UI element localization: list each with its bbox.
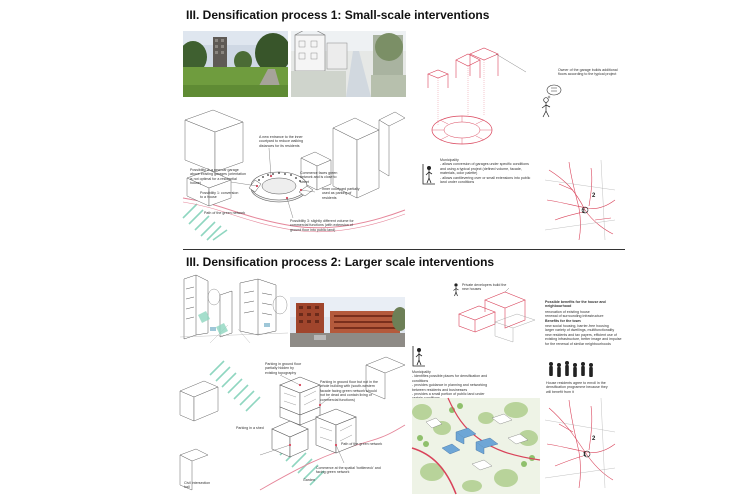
label-benefits-town-title: Benefits for the town: [545, 319, 581, 323]
label-parking-shed: Parking in a shed: [236, 426, 264, 430]
label-possibility-1: Possibility 1: conversion to a house: [200, 191, 239, 200]
photo-red-buildings: [290, 297, 405, 347]
map-s1-num-2: 2: [592, 193, 596, 199]
owner-figure-icon: [540, 84, 570, 118]
section1-title: III. Densification process 1: Small-scale interventions: [186, 8, 490, 22]
label-municipality-s2: Municipality - identifies possible places for densification and conditions - provides guidance in planning and networking between residents and businesses - provides a small portion of public land under: [412, 370, 488, 397]
wireframe-garage-columns: [418, 46, 528, 156]
label-path-green-s2: Path of the green network: [341, 442, 383, 446]
label-commerce-s2: Commerce at the spatial 'bottleneck' and facing green network: [316, 466, 381, 475]
label-benefits-title: Possible benefits for the house and neighbourhood: [545, 300, 606, 309]
developer-figure-icon: [452, 283, 460, 297]
label-benefits-house: renovation of existing house renewal of surrounding infrastructure: [545, 310, 604, 319]
aerial-neighbourhood-map: [412, 398, 540, 494]
sketch-street-view: [180, 275, 288, 343]
municipality-figure-icon-s1: [421, 156, 437, 186]
label-inner-courtyard: Inner courtyard partially used as parking of residents: [322, 187, 360, 200]
photo-street-sketch: [291, 31, 406, 97]
label-commerce-s1: Commerce faces green network and is close to street: [300, 171, 338, 184]
label-parking-ground: Parking in ground floor partially hidden by existing topography: [265, 362, 302, 375]
section-divider: [183, 249, 625, 250]
map-s2-num-1: 1: [583, 452, 587, 458]
label-civil-lab: Civil intersection hall: [184, 481, 211, 490]
label-path-green-s1: Path of the green network: [204, 211, 246, 215]
label-private-developers: Private developers build the new houses: [462, 283, 507, 292]
municipality-figure-icon-s2: [412, 340, 426, 368]
label-possibility-3: Possibility 3: slightly different volume for commercial functions (with extension of ground floor into public land): [290, 219, 354, 232]
map-s2-num-2: 2: [592, 436, 596, 442]
photo-park-tower: [183, 31, 288, 97]
label-residents: House residents agree to enroll in the densification programme because they will benefit from it: [546, 381, 608, 394]
label-parking-floor: Parking in ground floor but not in the whole building with (south-western facade facing green network should not be dead and contain living or commercial functions): [320, 380, 378, 402]
label-possibility-2: Possibility 2: a new car garage above existing garages (orientation is not optimal for a residential house): [190, 168, 246, 186]
label-garden: Garden: [303, 478, 315, 482]
map-s1-num-1: 1: [582, 209, 586, 215]
label-municipality-s1: Municipality - allows conversion of garages under specific conditions and using a typical project (defined volume, facade, materials, color palette) - allows cantilevering over or small extensions into public land under conditions: [440, 158, 531, 185]
town-map-s2: [545, 398, 615, 488]
town-map-s1: [545, 160, 615, 240]
wireframe-new-houses: [455, 290, 535, 346]
label-new-entrance: A new entrance to the inner courtyard to reduce walking distances for its residents: [259, 135, 303, 148]
label-owner-garage: Owner of the garage builds additional floors according to the typical project: [558, 68, 618, 77]
label-benefits-town: new social housing, barrier-free housing larger variety of dwellings, multifunctionality new residents and tax payers, efficient use of existing infrastructure, better image and impulse for the renewal of similar neighbourhoods: [545, 324, 622, 346]
section2-title: III. Densification process 2: Larger scale interventions: [186, 255, 495, 269]
residents-crowd-icon: [547, 360, 597, 380]
